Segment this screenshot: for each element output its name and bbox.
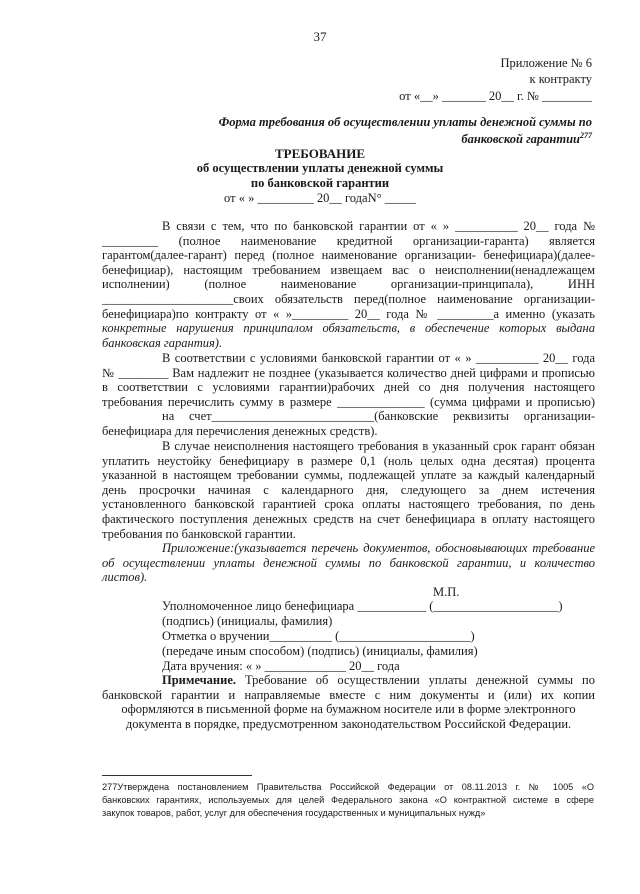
footnote xyxy=(102,781,594,820)
p3-line: уплатить неустойку бенефициару в размере 0,1 (ноль целых одна десятая) процента xyxy=(102,453,595,468)
appendix-contract-date: от «__» _______ 20__ г. № ________ xyxy=(399,89,592,103)
p2-line: В соответствии с условиями банковской гарантии от « » __________ 20__ года xyxy=(162,351,595,365)
form-title-text: банковской гарантии xyxy=(461,132,580,147)
note-block xyxy=(102,673,595,731)
p3-line: установленного банковской гарантией срока оплаты настоящего требования, по день xyxy=(102,497,595,512)
heading-date-line: от « » _________ 20__ годаN° _____ xyxy=(224,191,416,205)
p1-line: конкретные нарушения принципалом обязательств, в обеспечение которых выдана xyxy=(102,321,595,336)
p2-line: на счет__________________________(банковские реквизиты организации- xyxy=(162,409,595,424)
p3-line: требования по банковской гарантии. xyxy=(102,526,296,541)
p3-line: указанной в настоящем требовании суммы, подлежащей уплате за каждый календарный xyxy=(102,468,595,483)
p1-line: бенефициар), настоящим требованием извещаем вас о неисполнении(ненадлежащем xyxy=(102,262,595,277)
p1-line: банковская гарантия). xyxy=(102,335,223,350)
footnote-line: банковских гарантиях, используемых для целей Федерального закона «О контрактной системе в сфере xyxy=(102,795,594,805)
p1-line: исполнении) (полное наименование организации-принципала), ИНН xyxy=(102,277,595,292)
appendix-number: Приложение № 6 xyxy=(500,56,592,70)
p2-line: бенефициара для перечисления денежных средств). xyxy=(102,423,378,438)
note-label: Примечание. xyxy=(162,673,237,687)
heading-subtitle-1: об осуществлении уплаты денежной суммы xyxy=(196,161,444,175)
delivery-mark-line: Отметка о вручении__________ (_____________________) xyxy=(162,629,475,643)
delivery-caption: (передаче иным способом) (подпись) (инициалы, фамилия) xyxy=(162,644,478,658)
p3-line: фактического поступления денежных средств на счет бенефициара в оплату настоящего xyxy=(102,511,595,526)
p3-line: день просрочки начиная с календарного дня, следующего за днем истечения xyxy=(102,482,595,497)
paragraph-attachments xyxy=(102,541,595,585)
p4-line: Приложение:(указывается перечень документов, обосновывающих требование xyxy=(162,541,595,555)
p1-line: бенефициара)по контракту от « »_________ 20__ года № _________а именно (указать xyxy=(102,306,595,321)
footnote-line: 277Утверждена постановлением Правительства Российской Федерации от 08.11.2013 г. № 1005 «О xyxy=(102,782,594,792)
footnote-divider xyxy=(102,775,252,776)
note-line: оформляются в письменной форме на бумажном носителе или в форме электронного xyxy=(121,702,576,717)
heading-subtitle-2: по банковской гарантии xyxy=(250,176,390,190)
authorized-person-line: Уполномоченное лицо бенефициара ___________ (____________________) xyxy=(162,599,563,613)
seal-mark: М.П. xyxy=(433,585,460,599)
footnote-ref: 277 xyxy=(580,131,592,140)
p2-line: требования перечислить сумму в размере ______________ (сумма цифрами и прописью) xyxy=(102,394,595,409)
p1-line: В связи с тем, что по банковской гарантии от « » __________ 20__ года № xyxy=(162,219,595,233)
footnote-line: закупок товаров, работ, услуг для обеспечения государственных и муниципальных нужд» xyxy=(102,808,486,818)
note-line-1: Примечание. Требование об осуществлении уплаты денежной суммы по xyxy=(162,673,595,687)
p4-line: листов). xyxy=(102,570,148,585)
p1-line: _____________________своих обязательств перед(полное наименование организации- xyxy=(102,291,595,306)
paragraph-payment-terms xyxy=(102,351,595,439)
document-heading: ТРЕБОВАНИЕ xyxy=(274,146,366,161)
appendix-contract: к контракту xyxy=(529,72,592,86)
form-title-line2 xyxy=(461,131,592,147)
paragraph-guarantee xyxy=(102,219,595,350)
authorized-caption: (подпись) (инициалы, фамилия) xyxy=(162,614,333,628)
p3-line: В случае неисполнения настоящего требования в указанный срок гарант обязан xyxy=(162,439,595,453)
paragraph-penalty xyxy=(102,439,595,541)
page-number: 37 xyxy=(313,29,327,44)
p1-line: гарантом(далее-гарант) перед (полное наименование организации- бенефициара)(далее- xyxy=(102,248,595,263)
delivery-date-line: Дата вручения: « » _____________ 20__ года xyxy=(162,659,400,673)
p2-line: № ________ Вам надлежит не позднее (указывается количество дней цифрами и прописью xyxy=(102,365,595,380)
p2-line: в соответствии с условиями гарантии)рабочих дней со дня получения настоящего xyxy=(102,380,595,395)
p4-line: об осуществлении уплаты денежной суммы по банковской гарантии, и количество xyxy=(102,555,595,570)
note-line: документа в порядке, предусмотренном законодательством Российской Федерации. xyxy=(125,716,572,731)
form-title-line1: Форма требования об осуществлении уплаты денежной суммы по xyxy=(218,115,592,129)
p1-line: _________ (полное наименование кредитной организации-гаранта) является xyxy=(102,233,595,248)
note-line: банковской гарантии и направляемые вместе с ним документы и (или) их копии xyxy=(102,687,595,702)
